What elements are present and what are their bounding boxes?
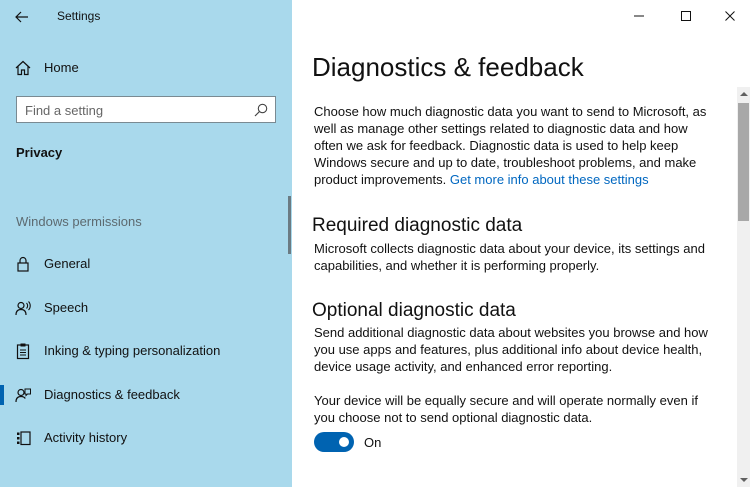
- close-icon: [724, 10, 736, 22]
- search-box[interactable]: [16, 96, 276, 123]
- minimize-button[interactable]: [619, 0, 659, 32]
- maximize-button[interactable]: [666, 0, 706, 32]
- sidebar-item-general[interactable]: [0, 247, 292, 281]
- selection-indicator: [0, 385, 4, 405]
- optional-data-heading: Optional diagnostic data: [312, 300, 516, 321]
- back-arrow-icon: [15, 11, 29, 23]
- scroll-thumb[interactable]: [738, 103, 749, 221]
- title-bar-left: [0, 0, 292, 34]
- sidebar-item-label: General: [44, 256, 91, 271]
- diagnostics-icon: [14, 386, 32, 404]
- sidebar: [0, 0, 292, 487]
- minimize-icon: [633, 10, 645, 22]
- home-icon: [14, 59, 32, 77]
- sidebar-item-diagnostics-feedback[interactable]: [0, 378, 292, 412]
- clipboard-icon: [14, 342, 32, 360]
- intro-text: Choose how much diagnostic data you want to send to Microsoft, as well as manage other settings related to diagnostic data and how often we ask for feedback. Diagnostic data is used to help keep Windows secure and up to date, troubleshoot problems, and make product improvements.: [314, 104, 707, 187]
- optional-data-text: Send additional diagnostic data about websites you browse and how you use apps and features, plus additional info about device health, device usage activity, and enhanced error reporting.: [314, 325, 708, 374]
- activity-history-icon: [14, 429, 32, 447]
- sidebar-item-speech[interactable]: [0, 291, 292, 325]
- intro-paragraph: [314, 103, 714, 188]
- optional-data-note: Your device will be equally secure and will operate normally even if you choose not to send optional diagnostic data.: [314, 393, 698, 425]
- lock-icon: [14, 255, 32, 273]
- group-label: Windows permissions: [16, 214, 142, 229]
- app-title: Settings: [57, 9, 101, 23]
- scroll-down-icon[interactable]: [737, 473, 750, 487]
- main-scrollbar[interactable]: [737, 87, 750, 487]
- sidebar-item-label: Diagnostics & feedback: [44, 387, 180, 402]
- search-input[interactable]: [25, 101, 245, 119]
- sidebar-item-inking-typing[interactable]: [0, 334, 292, 368]
- section-heading: Privacy: [16, 145, 63, 160]
- sidebar-item-label: Activity history: [44, 430, 128, 445]
- required-data-text: Microsoft collects diagnostic data about your device, its settings and capabilities, and whether it is performing properly.: [314, 241, 705, 273]
- main-content: [292, 0, 750, 487]
- sidebar-scrollbar[interactable]: [288, 196, 291, 254]
- optional-data-toggle[interactable]: [314, 432, 354, 452]
- page-title: Diagnostics & feedback: [312, 52, 584, 82]
- sidebar-item-label: Home: [44, 60, 79, 75]
- sidebar-item-activity-history[interactable]: [0, 421, 292, 455]
- search-icon[interactable]: [253, 102, 269, 118]
- sidebar-item-home[interactable]: [0, 54, 292, 82]
- back-button[interactable]: [10, 6, 34, 28]
- toggle-state-label: On: [364, 435, 382, 450]
- scroll-up-icon[interactable]: [737, 87, 750, 101]
- sidebar-item-label: Speech: [44, 300, 89, 315]
- sidebar-item-label: Inking & typing personalization: [44, 343, 221, 358]
- close-button[interactable]: [710, 0, 750, 32]
- speech-icon: [14, 299, 32, 317]
- maximize-icon: [680, 10, 692, 22]
- required-data-heading: Required diagnostic data: [312, 215, 523, 236]
- more-info-link[interactable]: Get more info about these settings: [449, 172, 649, 187]
- toggle-knob: [339, 437, 349, 447]
